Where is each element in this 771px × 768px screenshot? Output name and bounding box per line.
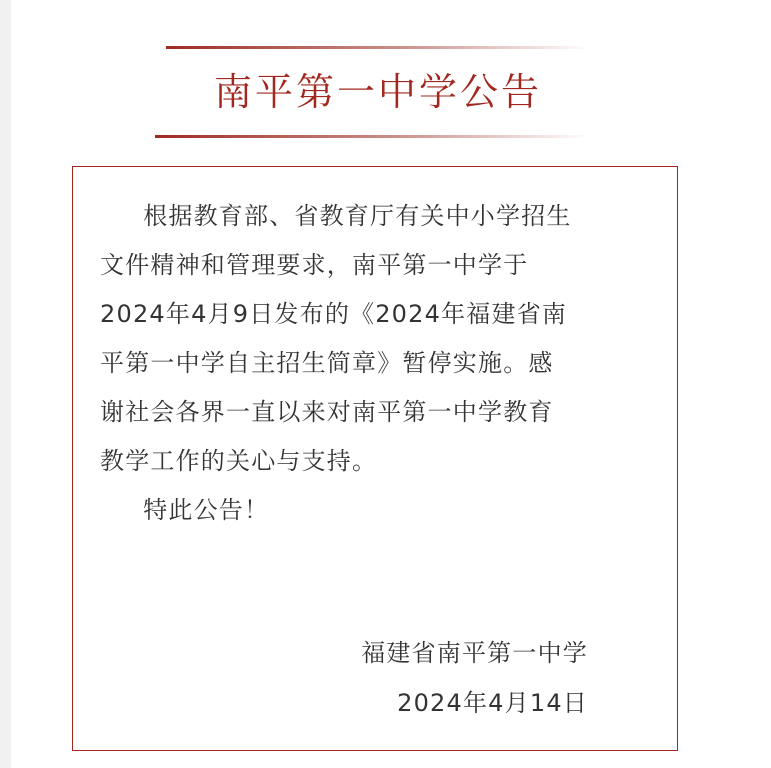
notice-line: 平第一中学自主招生简章》暂停实施。感: [100, 349, 554, 377]
page-title: 南平第一中学公告: [213, 70, 542, 114]
notice-line: 文件精神和管理要求，南平第一中学于: [100, 251, 529, 279]
notice-line: 2024年4月9日发布的《2024年福建省南: [100, 300, 568, 328]
title-bottom-rule: [155, 135, 590, 138]
signature-org: 福建省南平第一中学: [361, 639, 588, 667]
notice-line: 谢社会各界一直以来对南平第一中学教育: [100, 398, 554, 426]
title-top-rule: [166, 46, 590, 49]
notice-line: 根据教育部、省教育厅有关中小学招生: [118, 202, 572, 230]
notice-line: 教学工作的关心与支持。: [100, 447, 378, 475]
page-edge: [0, 0, 11, 768]
notice-line: 特此公告！: [118, 496, 270, 524]
signature-date: 2024年4月14日: [397, 689, 588, 717]
